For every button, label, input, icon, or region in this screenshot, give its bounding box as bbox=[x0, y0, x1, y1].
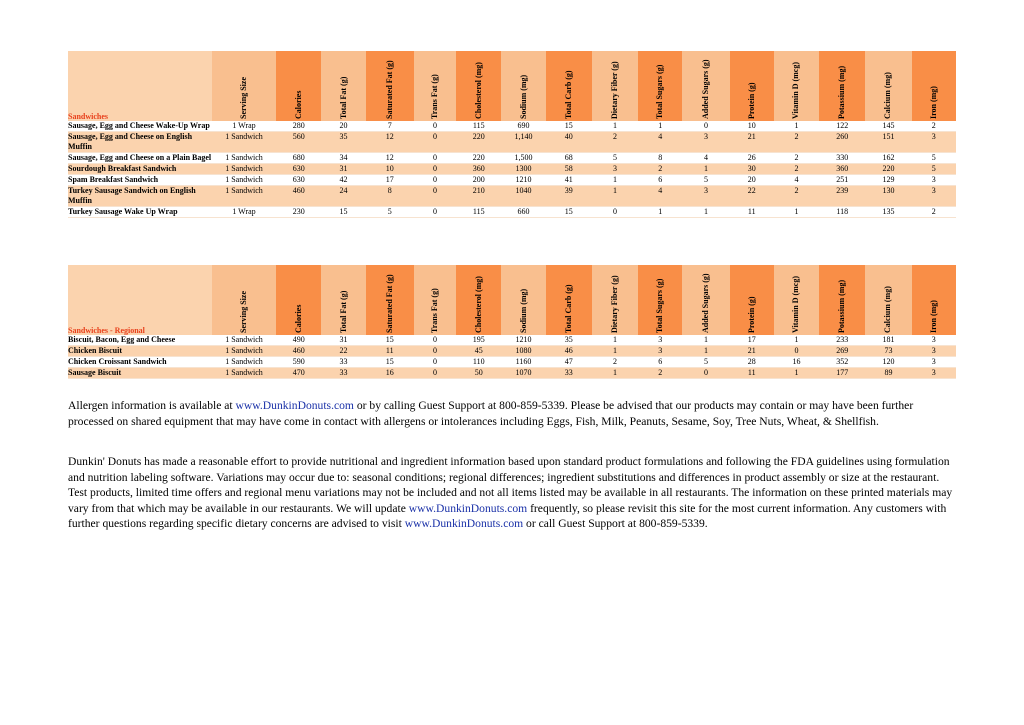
nutrient-value: 15 bbox=[321, 207, 365, 218]
table-row bbox=[68, 207, 956, 218]
nutrient-value: 1 bbox=[682, 164, 729, 175]
nutrient-value: 110 bbox=[456, 357, 501, 368]
nutrient-value: 31 bbox=[321, 164, 365, 175]
nutrient-value: 3 bbox=[912, 132, 956, 153]
table-row bbox=[68, 357, 956, 368]
nutrient-value: 460 bbox=[276, 186, 321, 207]
nutrient-value: 68 bbox=[546, 153, 592, 164]
nutrient-value: 10 bbox=[730, 121, 774, 132]
column-header-label: Added Sugars (g) bbox=[700, 273, 710, 333]
column-header-label: Protein (g) bbox=[746, 82, 756, 119]
column-header bbox=[774, 265, 819, 335]
table-row bbox=[68, 132, 956, 153]
disclaimer-website-link-2[interactable]: www.DunkinDonuts.com bbox=[404, 517, 524, 530]
nutrient-value: 177 bbox=[819, 368, 865, 379]
column-header bbox=[212, 265, 276, 335]
column-header bbox=[276, 51, 321, 121]
item-name: Sausage Biscuit bbox=[68, 368, 212, 379]
column-header-label: Cholesterol (mg) bbox=[473, 276, 483, 333]
nutrient-value: 195 bbox=[456, 335, 501, 346]
nutrient-value: 0 bbox=[414, 207, 456, 218]
nutrient-value: 3 bbox=[912, 186, 956, 207]
nutrient-value: 230 bbox=[276, 207, 321, 218]
column-header-label: Iron (mg) bbox=[928, 300, 938, 333]
nutrient-value: 22 bbox=[321, 346, 365, 357]
nutrient-value: 1210 bbox=[501, 335, 545, 346]
nutrient-value: 1 Sandwich bbox=[212, 164, 276, 175]
nutrient-value: 5 bbox=[366, 207, 414, 218]
column-header bbox=[501, 51, 545, 121]
nutrient-value: 2 bbox=[592, 357, 638, 368]
nutrient-value: 1 Sandwich bbox=[212, 153, 276, 164]
nutrient-value: 1 bbox=[682, 335, 729, 346]
column-header-label: Total Fat (g) bbox=[338, 76, 348, 119]
table-row bbox=[68, 368, 956, 379]
nutrient-value: 21 bbox=[730, 346, 774, 357]
nutrient-value: 115 bbox=[456, 207, 501, 218]
column-header bbox=[638, 51, 682, 121]
column-header bbox=[276, 265, 321, 335]
nutrient-value: 630 bbox=[276, 175, 321, 186]
nutrient-value: 0 bbox=[414, 186, 456, 207]
nutrient-value: 3 bbox=[682, 186, 729, 207]
column-header-label: Trans Fat (g) bbox=[430, 288, 440, 333]
nutrient-value: 210 bbox=[456, 186, 501, 207]
nutrient-value: 1 bbox=[774, 207, 819, 218]
nutrient-value: 5 bbox=[682, 357, 729, 368]
nutrient-value: 0 bbox=[414, 357, 456, 368]
nutrient-value: 1210 bbox=[501, 175, 545, 186]
table-row bbox=[68, 175, 956, 186]
nutrient-value: 11 bbox=[366, 346, 414, 357]
nutrient-value: 73 bbox=[865, 346, 911, 357]
nutrient-value: 1160 bbox=[501, 357, 545, 368]
nutrient-value: 251 bbox=[819, 175, 865, 186]
nutrient-value: 21 bbox=[730, 132, 774, 153]
nutrient-value: 0 bbox=[414, 335, 456, 346]
nutrient-value: 15 bbox=[366, 357, 414, 368]
column-header bbox=[546, 265, 592, 335]
nutrient-value: 24 bbox=[321, 186, 365, 207]
nutrient-value: 5 bbox=[912, 164, 956, 175]
nutrient-value: 22 bbox=[730, 186, 774, 207]
nutrient-value: 4 bbox=[638, 132, 682, 153]
disclaimer-text-3: or call Guest Support at 800-859-5339. bbox=[523, 517, 708, 530]
nutrient-value: 16 bbox=[774, 357, 819, 368]
item-name: Turkey Sausage Sandwich on English Muffin bbox=[68, 186, 212, 207]
nutrient-value: 11 bbox=[730, 368, 774, 379]
nutrient-value: 1,140 bbox=[501, 132, 545, 153]
nutrient-value: 1 bbox=[592, 121, 638, 132]
nutrient-value: 12 bbox=[366, 153, 414, 164]
nutrient-value: 31 bbox=[321, 335, 365, 346]
column-header bbox=[865, 51, 911, 121]
allergen-note bbox=[68, 398, 958, 429]
nutrient-value: 3 bbox=[638, 335, 682, 346]
column-header-label: Sodium (mg) bbox=[518, 288, 528, 333]
nutrient-value: 7 bbox=[366, 121, 414, 132]
nutrient-value: 360 bbox=[819, 164, 865, 175]
nutrient-value: 20 bbox=[730, 175, 774, 186]
nutrient-value: 40 bbox=[546, 132, 592, 153]
column-header-label: Total Carb (g) bbox=[563, 70, 573, 119]
nutrient-value: 2 bbox=[912, 207, 956, 218]
nutrient-value: 0 bbox=[682, 368, 729, 379]
nutrient-value: 690 bbox=[501, 121, 545, 132]
nutrition-table bbox=[68, 51, 956, 218]
column-header bbox=[592, 265, 638, 335]
nutrient-value: 122 bbox=[819, 121, 865, 132]
nutrient-value: 17 bbox=[366, 175, 414, 186]
nutrient-value: 470 bbox=[276, 368, 321, 379]
nutrient-value: 181 bbox=[865, 335, 911, 346]
column-header bbox=[212, 51, 276, 121]
column-header bbox=[682, 51, 729, 121]
column-header-label: Serving Size bbox=[238, 77, 248, 119]
item-name: Turkey Sausage Wake Up Wrap bbox=[68, 207, 212, 218]
item-name: Biscuit, Bacon, Egg and Cheese bbox=[68, 335, 212, 346]
nutrient-value: 20 bbox=[321, 121, 365, 132]
nutrient-value: 233 bbox=[819, 335, 865, 346]
column-header-label: Total Carb (g) bbox=[563, 284, 573, 333]
nutrient-value: 1 Wrap bbox=[212, 207, 276, 218]
nutrient-value: 460 bbox=[276, 346, 321, 357]
nutrient-value: 1 Sandwich bbox=[212, 132, 276, 153]
disclaimer-text-2: frequently, so please revisit this site for the most current information. Any customers with further questions regarding specific dietary concerns are advised to visit bbox=[68, 501, 947, 530]
nutrient-value: 2 bbox=[774, 132, 819, 153]
table-row bbox=[68, 164, 956, 175]
nutrient-value: 1 bbox=[774, 335, 819, 346]
nutrient-value: 0 bbox=[682, 121, 729, 132]
nutrient-value: 35 bbox=[546, 335, 592, 346]
nutrient-value: 4 bbox=[682, 153, 729, 164]
nutrient-value: 3 bbox=[912, 175, 956, 186]
nutrient-value: 1 bbox=[682, 207, 729, 218]
nutrient-value: 151 bbox=[865, 132, 911, 153]
nutrient-value: 1 bbox=[592, 175, 638, 186]
column-header-label: Potassium (mg) bbox=[837, 65, 847, 119]
nutrient-value: 17 bbox=[730, 335, 774, 346]
column-header-label: Vitamin D (mcg) bbox=[791, 61, 801, 119]
nutrient-value: 200 bbox=[456, 175, 501, 186]
table-row bbox=[68, 346, 956, 357]
column-header bbox=[456, 265, 501, 335]
nutrient-value: 0 bbox=[414, 153, 456, 164]
column-header bbox=[865, 265, 911, 335]
nutrient-value: 1 bbox=[638, 207, 682, 218]
nutrient-value: 47 bbox=[546, 357, 592, 368]
nutrient-value: 129 bbox=[865, 175, 911, 186]
column-header bbox=[546, 51, 592, 121]
nutrient-value: 0 bbox=[414, 121, 456, 132]
column-header bbox=[819, 51, 865, 121]
nutrient-value: 89 bbox=[865, 368, 911, 379]
nutrient-value: 15 bbox=[546, 207, 592, 218]
nutrient-value: 1,500 bbox=[501, 153, 545, 164]
nutrient-value: 118 bbox=[819, 207, 865, 218]
column-header bbox=[456, 51, 501, 121]
nutrient-value: 12 bbox=[366, 132, 414, 153]
nutrient-value: 1 bbox=[682, 346, 729, 357]
nutrient-value: 8 bbox=[638, 153, 682, 164]
nutrient-value: 30 bbox=[730, 164, 774, 175]
nutrient-value: 115 bbox=[456, 121, 501, 132]
table-row bbox=[68, 153, 956, 164]
nutrient-value: 162 bbox=[865, 153, 911, 164]
nutrient-value: 5 bbox=[592, 153, 638, 164]
nutrient-value: 0 bbox=[592, 207, 638, 218]
column-header bbox=[912, 265, 956, 335]
nutrient-value: 0 bbox=[414, 164, 456, 175]
nutrient-value: 15 bbox=[366, 335, 414, 346]
nutrient-value: 6 bbox=[638, 357, 682, 368]
nutrient-value: 3 bbox=[912, 368, 956, 379]
nutrient-value: 50 bbox=[456, 368, 501, 379]
nutrient-value: 8 bbox=[366, 186, 414, 207]
nutrient-value: 590 bbox=[276, 357, 321, 368]
nutrient-value: 260 bbox=[819, 132, 865, 153]
nutrient-value: 46 bbox=[546, 346, 592, 357]
nutrient-value: 0 bbox=[414, 346, 456, 357]
column-header bbox=[321, 265, 365, 335]
nutrient-value: 2 bbox=[774, 186, 819, 207]
column-header bbox=[774, 51, 819, 121]
nutrient-value: 1070 bbox=[501, 368, 545, 379]
allergen-website-link[interactable]: www.DunkinDonuts.com bbox=[235, 399, 354, 412]
nutrient-value: 120 bbox=[865, 357, 911, 368]
disclaimer-website-link-1[interactable]: www.DunkinDonuts.com bbox=[408, 501, 528, 515]
nutrient-value: 33 bbox=[321, 368, 365, 379]
column-header bbox=[682, 265, 729, 335]
column-header-label: Dietary Fiber (g) bbox=[610, 275, 619, 333]
nutrient-value: 3 bbox=[682, 132, 729, 153]
table-row bbox=[68, 335, 956, 346]
nutrient-value: 135 bbox=[865, 207, 911, 218]
nutrient-value: 560 bbox=[276, 132, 321, 153]
nutrient-value: 2 bbox=[638, 368, 682, 379]
nutrient-value: 3 bbox=[912, 335, 956, 346]
allergen-text-2: or by calling Guest Support at 800-859-5339. Please be advised that our products may contain or may have been further processed on shared equipment that may have come in contact with allergens or intolerances including Eggs, Fish, Milk, Peanuts, Sesame, Soy, Tree Nuts, Wheat, & Shellfish. bbox=[68, 399, 914, 428]
nutrient-value: 1080 bbox=[501, 346, 545, 357]
nutrient-value: 34 bbox=[321, 153, 365, 164]
column-header-label: Saturated Fat (g) bbox=[384, 60, 394, 119]
nutrient-value: 1 Wrap bbox=[212, 121, 276, 132]
nutrient-value: 4 bbox=[638, 186, 682, 207]
item-name: Spam Breakfast Sandwich bbox=[68, 175, 212, 186]
nutrient-value: 0 bbox=[414, 368, 456, 379]
nutrient-value: 2 bbox=[638, 164, 682, 175]
allergen-text-1: Allergen information is available at bbox=[68, 399, 236, 412]
nutrient-value: 11 bbox=[730, 207, 774, 218]
nutrient-value: 1 Sandwich bbox=[212, 368, 276, 379]
item-name: Sausage, Egg and Cheese Wake-Up Wrap bbox=[68, 121, 210, 130]
nutrient-value: 1 Sandwich bbox=[212, 346, 276, 357]
nutrient-value: 16 bbox=[366, 368, 414, 379]
nutrient-value: 1 bbox=[774, 368, 819, 379]
column-header-label: Trans Fat (g) bbox=[430, 74, 440, 119]
category-title: Sandwiches bbox=[68, 51, 212, 121]
item-name: Chicken Croissant Sandwich bbox=[68, 357, 212, 368]
nutrient-value: 145 bbox=[865, 121, 911, 132]
column-header bbox=[414, 51, 456, 121]
nutrient-value: 3 bbox=[638, 346, 682, 357]
nutrient-value: 1 bbox=[592, 346, 638, 357]
nutrient-value: 1040 bbox=[501, 186, 545, 207]
nutrient-value: 1 bbox=[592, 335, 638, 346]
nutrient-value: 26 bbox=[730, 153, 774, 164]
nutrient-value: 33 bbox=[546, 368, 592, 379]
column-header-label: Iron (mg) bbox=[928, 86, 938, 119]
column-header-label: Protein (g) bbox=[746, 296, 756, 333]
column-header bbox=[592, 51, 638, 121]
column-header bbox=[819, 265, 865, 335]
nutrient-value: 0 bbox=[774, 346, 819, 357]
nutrient-value: 1300 bbox=[501, 164, 545, 175]
column-header-label: Total Sugars (g) bbox=[655, 64, 665, 119]
column-header-label: Dietary Fiber (g) bbox=[610, 61, 619, 119]
nutrient-value: 330 bbox=[819, 153, 865, 164]
column-header-label: Vitamin D (mcg) bbox=[791, 275, 801, 333]
nutrient-value: 352 bbox=[819, 357, 865, 368]
nutrient-value: 2 bbox=[592, 132, 638, 153]
nutrient-value: 3 bbox=[912, 346, 956, 357]
item-name: Sausage, Egg and Cheese on a Plain Bagel bbox=[68, 153, 212, 162]
disclaimer-text-1: Dunkin' Donuts has made a reasonable effort to provide nutritional and ingredient information based upon standard product formulations and following the FDA guidelines using formulation and nutrition labeling software. Variations may occur due to: seasonal conditions; regional differences; ingredient substitutions and differences in product assembly or size at the restaurant. Test products, limited time offers and regional menu variations may not be included and not all items listed may be available in all restaurants. The information on these printed materials may vary from that which may be available in our restaurants. We will update bbox=[68, 455, 953, 515]
nutrient-value: 45 bbox=[456, 346, 501, 357]
nutrient-value: 280 bbox=[276, 121, 321, 132]
nutrition-table bbox=[68, 265, 956, 379]
column-header bbox=[414, 265, 456, 335]
nutrient-value: 630 bbox=[276, 164, 321, 175]
item-name: Sourdough Breakfast Sandwich bbox=[68, 164, 212, 175]
nutrient-value: 42 bbox=[321, 175, 365, 186]
nutrient-value: 2 bbox=[774, 164, 819, 175]
column-header bbox=[638, 265, 682, 335]
column-header-label: Total Fat (g) bbox=[338, 290, 348, 333]
nutrient-value: 680 bbox=[276, 153, 321, 164]
nutrient-value: 39 bbox=[546, 186, 592, 207]
column-header-label: Calories bbox=[293, 304, 303, 333]
nutrient-value: 1 Sandwich bbox=[212, 335, 276, 346]
nutrient-value: 220 bbox=[456, 153, 501, 164]
nutrient-value: 490 bbox=[276, 335, 321, 346]
nutrient-value: 58 bbox=[546, 164, 592, 175]
column-header bbox=[366, 51, 414, 121]
item-name: Sausage, Egg and Cheese on English Muffin bbox=[68, 132, 212, 153]
table-row bbox=[68, 186, 956, 207]
nutrient-value: 1 Sandwich bbox=[212, 357, 276, 368]
column-header bbox=[366, 265, 414, 335]
nutrient-value: 220 bbox=[865, 164, 911, 175]
nutrient-value: 1 bbox=[592, 368, 638, 379]
column-header bbox=[321, 51, 365, 121]
nutrient-value: 0 bbox=[414, 132, 456, 153]
nutrient-value: 130 bbox=[865, 186, 911, 207]
nutrient-value: 10 bbox=[366, 164, 414, 175]
nutrient-value: 1 Sandwich bbox=[212, 175, 276, 186]
nutrient-value: 2 bbox=[912, 121, 956, 132]
table-row bbox=[68, 121, 956, 132]
column-header-label: Calories bbox=[293, 90, 303, 119]
nutrient-value: 660 bbox=[501, 207, 545, 218]
nutrient-value: 220 bbox=[456, 132, 501, 153]
disclaimer-note bbox=[68, 454, 958, 532]
nutrient-value: 4 bbox=[774, 175, 819, 186]
nutrient-value: 15 bbox=[546, 121, 592, 132]
column-header-label: Total Sugars (g) bbox=[655, 278, 665, 333]
nutrient-value: 35 bbox=[321, 132, 365, 153]
item-name: Chicken Biscuit bbox=[68, 346, 212, 357]
column-header bbox=[912, 51, 956, 121]
nutrient-value: 33 bbox=[321, 357, 365, 368]
column-header-label: Serving Size bbox=[238, 291, 248, 333]
column-header-label: Cholesterol (mg) bbox=[473, 62, 483, 119]
nutrient-value: 1 Sandwich bbox=[212, 186, 276, 207]
nutrient-value: 269 bbox=[819, 346, 865, 357]
nutrient-value: 3 bbox=[592, 164, 638, 175]
nutrient-value: 1 bbox=[638, 121, 682, 132]
nutrient-value: 41 bbox=[546, 175, 592, 186]
nutrient-value: 28 bbox=[730, 357, 774, 368]
column-header-label: Saturated Fat (g) bbox=[384, 274, 394, 333]
nutrient-value: 0 bbox=[414, 175, 456, 186]
nutrient-value: 239 bbox=[819, 186, 865, 207]
nutrient-value: 5 bbox=[682, 175, 729, 186]
column-header bbox=[501, 265, 545, 335]
column-header bbox=[730, 265, 774, 335]
column-header-label: Sodium (mg) bbox=[518, 74, 528, 119]
column-header-label: Calcium (mg) bbox=[883, 286, 893, 333]
nutrient-value: 1 bbox=[592, 186, 638, 207]
nutrient-value: 5 bbox=[912, 153, 956, 164]
nutrient-value: 1 bbox=[774, 121, 819, 132]
nutrient-value: 360 bbox=[456, 164, 501, 175]
nutrient-value: 2 bbox=[774, 153, 819, 164]
nutrient-value: 6 bbox=[638, 175, 682, 186]
nutrient-value: 3 bbox=[912, 357, 956, 368]
column-header-label: Calcium (mg) bbox=[883, 72, 893, 119]
column-header bbox=[730, 51, 774, 121]
column-header-label: Added Sugars (g) bbox=[700, 59, 710, 119]
category-title: Sandwiches - Regional bbox=[68, 265, 212, 335]
column-header-label: Potassium (mg) bbox=[837, 279, 847, 333]
